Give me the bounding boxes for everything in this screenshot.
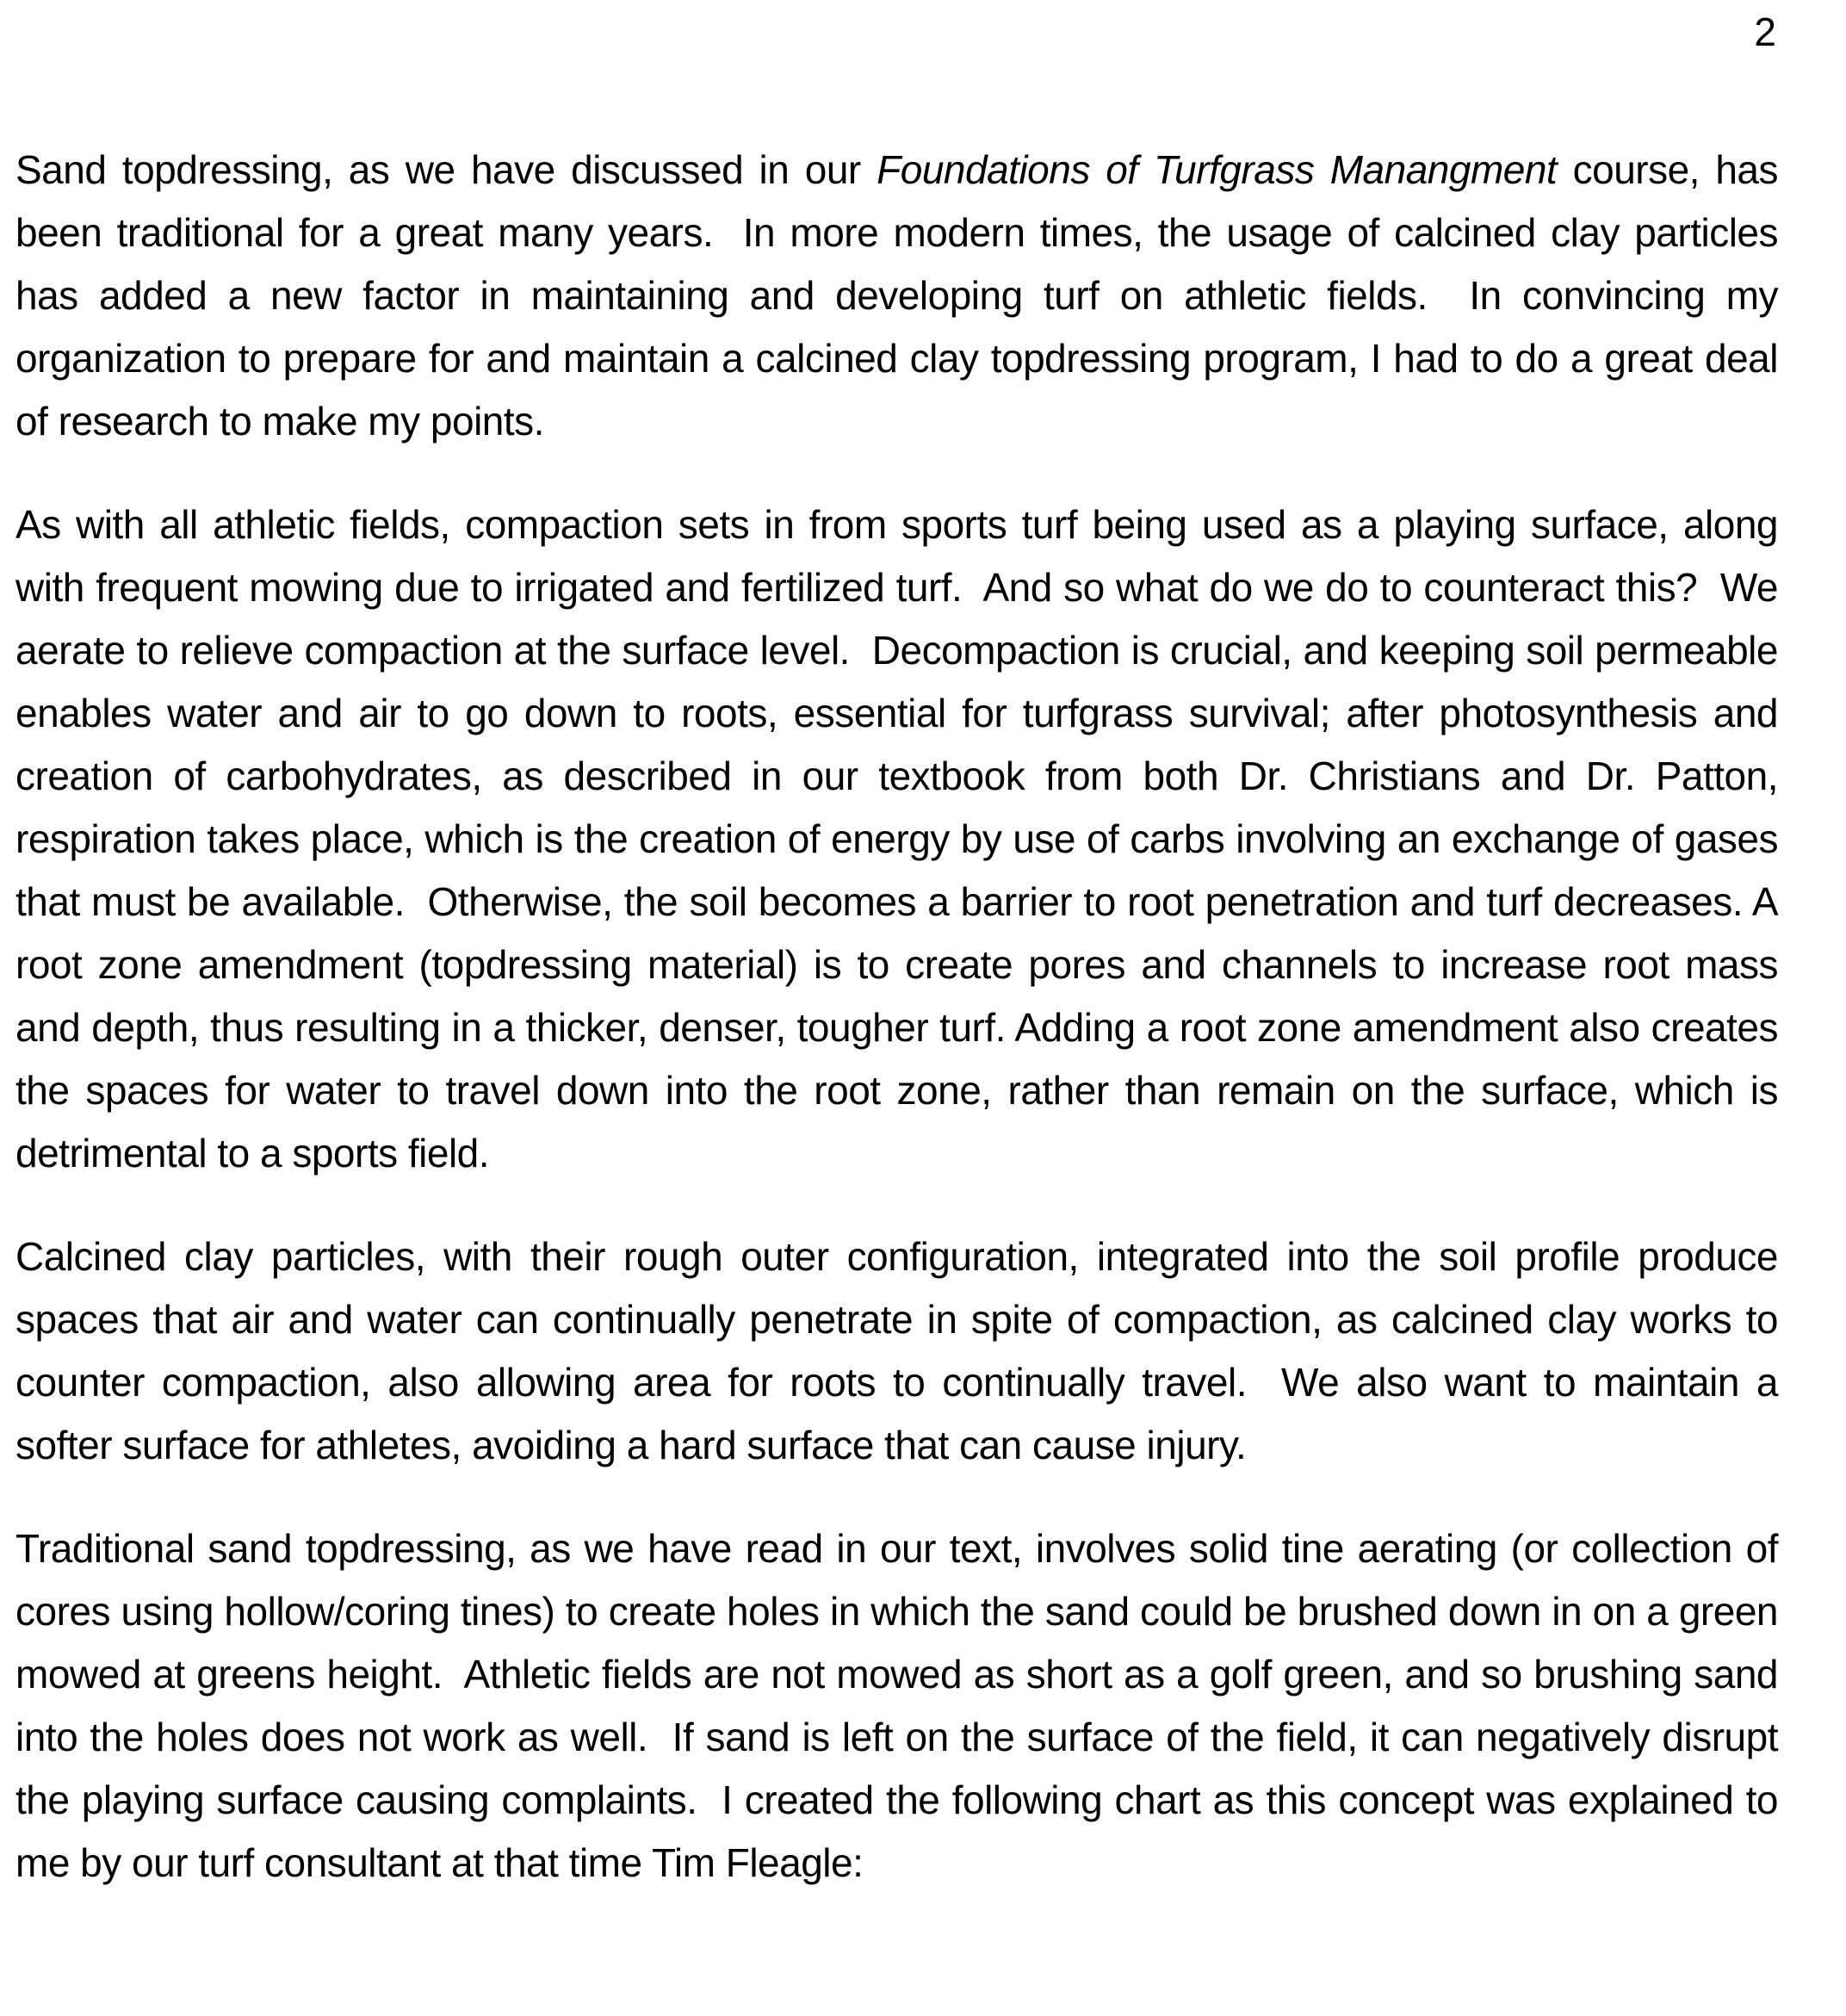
paragraph-traditional-topdressing: Traditional sand topdressing, as we have read in our text, involves solid tine aerating (or collection of cores using hollow/coring tines) to create holes in which the sand could be brushed down in on a green mowed at greens height. Athletic fields are not mowed as short as a golf green, and so brushing sand into the holes does not work as well. If sand is left on the surface of the field, it can negatively disrupt the playing surface causing complaints. I created the following chart as this concept was explained to me by our turf consultant at that time Tim Fleagle: — [15, 1526, 1789, 1885]
paragraph-text: Sand topdressing, as we have discussed in our — [15, 147, 877, 192]
page-body — [15, 139, 1789, 1895]
paragraph-sand-topdressing — [15, 139, 1789, 453]
paragraph-calcined-clay: Calcined clay particles, with their rough outer configuration, integrated into the soil profile produce spaces that air and water can continually penetrate in spite of compaction, as calcined clay works to counter compaction, also allowing area for roots to continually travel. We also want to maintain a softer surface for athletes, avoiding a hard surface that can cause injury. — [15, 1234, 1789, 1467]
paragraph-text: course, has been traditional for a great many years. In more modern times, the usage of calcined clay particles has added a new factor in maintaining and developing turf on athletic fields. In convincing my organization to prepare for and maintain a calcined clay topdressing program, I had to do a great deal of research to make my points. — [15, 147, 1789, 444]
course-title-italic: Foundations of Turfgrass Manangment — [877, 147, 1558, 192]
page-number: 2 — [1754, 9, 1776, 54]
paragraph-compaction: As with all athletic fields, compaction sets in from sports turf being used as a playing surface, along with frequent mowing due to irrigated and fertilized turf. And so what do we do to counteract this? We aerate to relieve compaction at the surface level. Decompaction is crucial, and keeping soil permeable enables water and air to go down to roots, essential for turfgrass survival; after photosynthesis and creation of carbohydrates, as described in our textbook from both Dr. Christians and Dr. Patton, respiration takes place, which is the creation of energy by use of carbs involving an exchange of gases that must be available. Otherwise, the soil becomes a barrier to root penetration and turf decreases. A root zone amendment (topdressing material) is to create pores and channels to increase root mass and depth, thus resulting in a thicker, denser, tougher turf. Adding a root zone amendment also creates the spaces for water to travel down into the root zone, rather than remain on the surface, which is detrimental to a sports field. — [15, 502, 1789, 1175]
